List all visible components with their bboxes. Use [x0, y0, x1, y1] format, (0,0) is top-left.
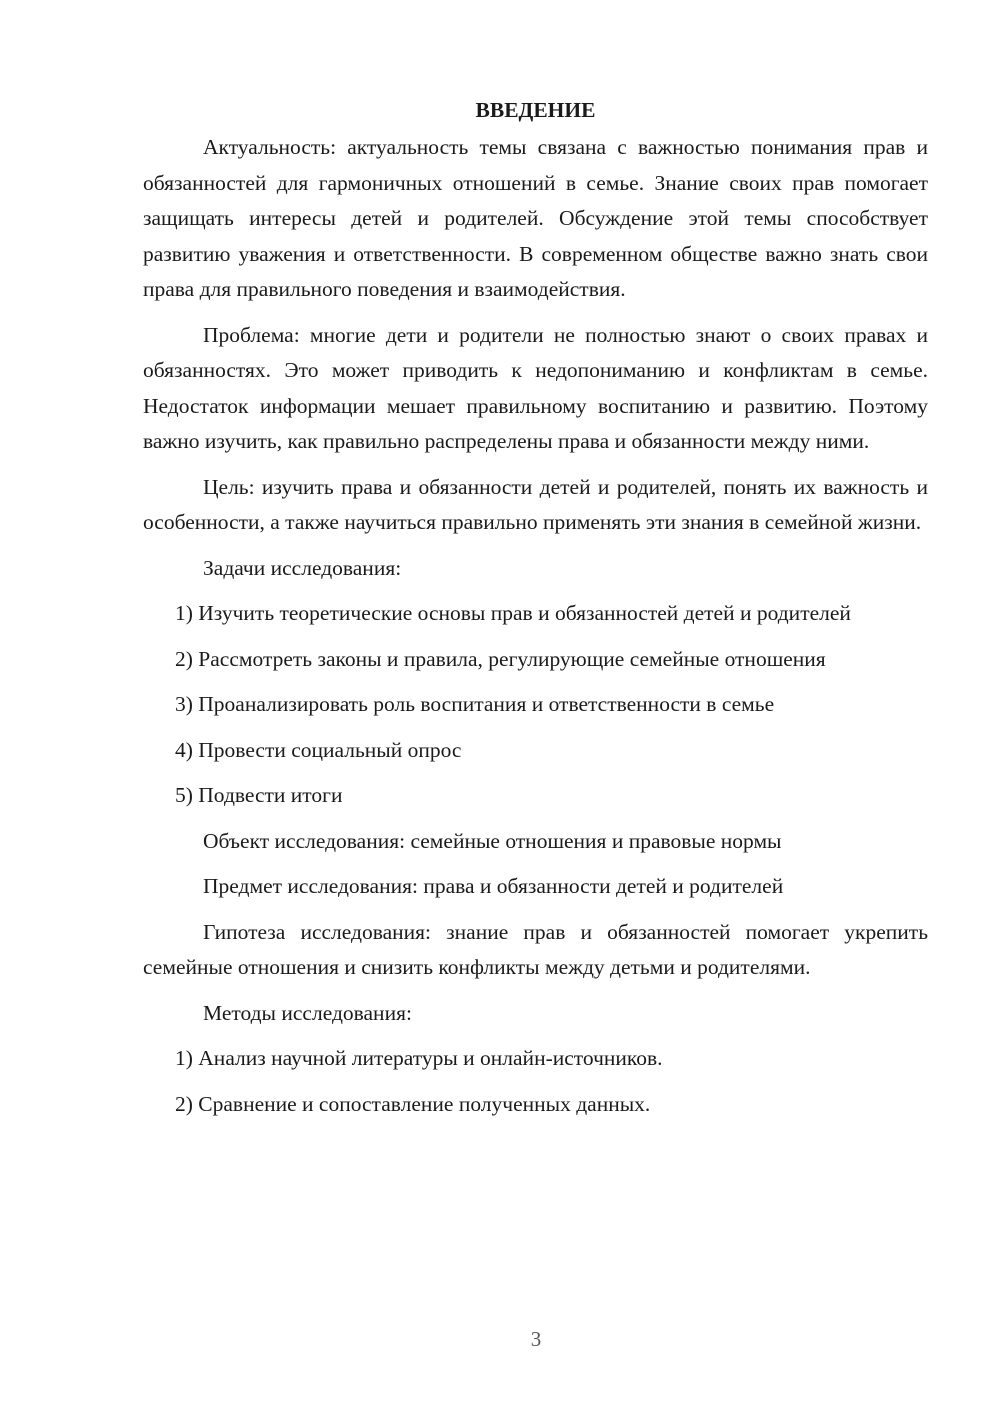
page-title: ВВЕДЕНИЕ	[475, 98, 596, 122]
subject-paragraph: Предмет исследования: права и обязанности детей и родителей	[203, 874, 784, 898]
task-item: 2) Рассмотреть законы и правила, регулирующие семейные отношения	[175, 646, 826, 671]
task-item: 4) Провести социальный опрос	[175, 737, 462, 762]
page-number: 3	[530, 1327, 542, 1351]
goal-paragraph: Цель: изучить права и обязанности детей и родителей, понять их важность и особенности, а также научиться правильно применять эти знания в семейной жизни.	[143, 474, 928, 534]
tasks-heading: Задачи исследования:	[203, 555, 402, 580]
methods-heading: Методы исследования:	[203, 1000, 412, 1025]
document-page	[143, 92, 928, 1132]
task-item: 3) Проанализировать роль воспитания и ответственности в семье	[175, 692, 775, 716]
method-item: 2) Сравнение и сопоставление полученных данных.	[175, 1091, 651, 1116]
actuality-paragraph: Актуальность: актуальность темы связана с важностью понимания прав и обязанностей для гармоничных отношений в семье. Знание своих прав помогает защищать интересы детей и родителей. Обсуждение этой темы способствует развитию уважения и ответственности. В современном обществе важно знать свои права для правильного поведения и взаимодействия.	[143, 135, 928, 301]
method-item: 1) Анализ научной литературы и онлайн-источников.	[175, 1046, 663, 1070]
hypothesis-paragraph: Гипотеза исследования: знание прав и обязанностей помогает укрепить семейные отношения и снизить конфликты между детьми и родителями.	[143, 919, 928, 979]
problem-paragraph: Проблема: многие дети и родители не полностью знают о своих правах и обязанностях. Это может приводить к недопониманию и конфликтам в семье. Недостаток информации мешает правильному воспитанию и развитию. Поэтому важно изучить, как правильно распределены права и обязанности между ними.	[143, 322, 928, 453]
object-paragraph: Объект исследования: семейные отношения и правовые нормы	[203, 828, 782, 853]
task-item: 5) Подвести итоги	[175, 783, 343, 807]
task-item: 1) Изучить теоретические основы прав и обязанностей детей и родителей	[175, 601, 851, 625]
